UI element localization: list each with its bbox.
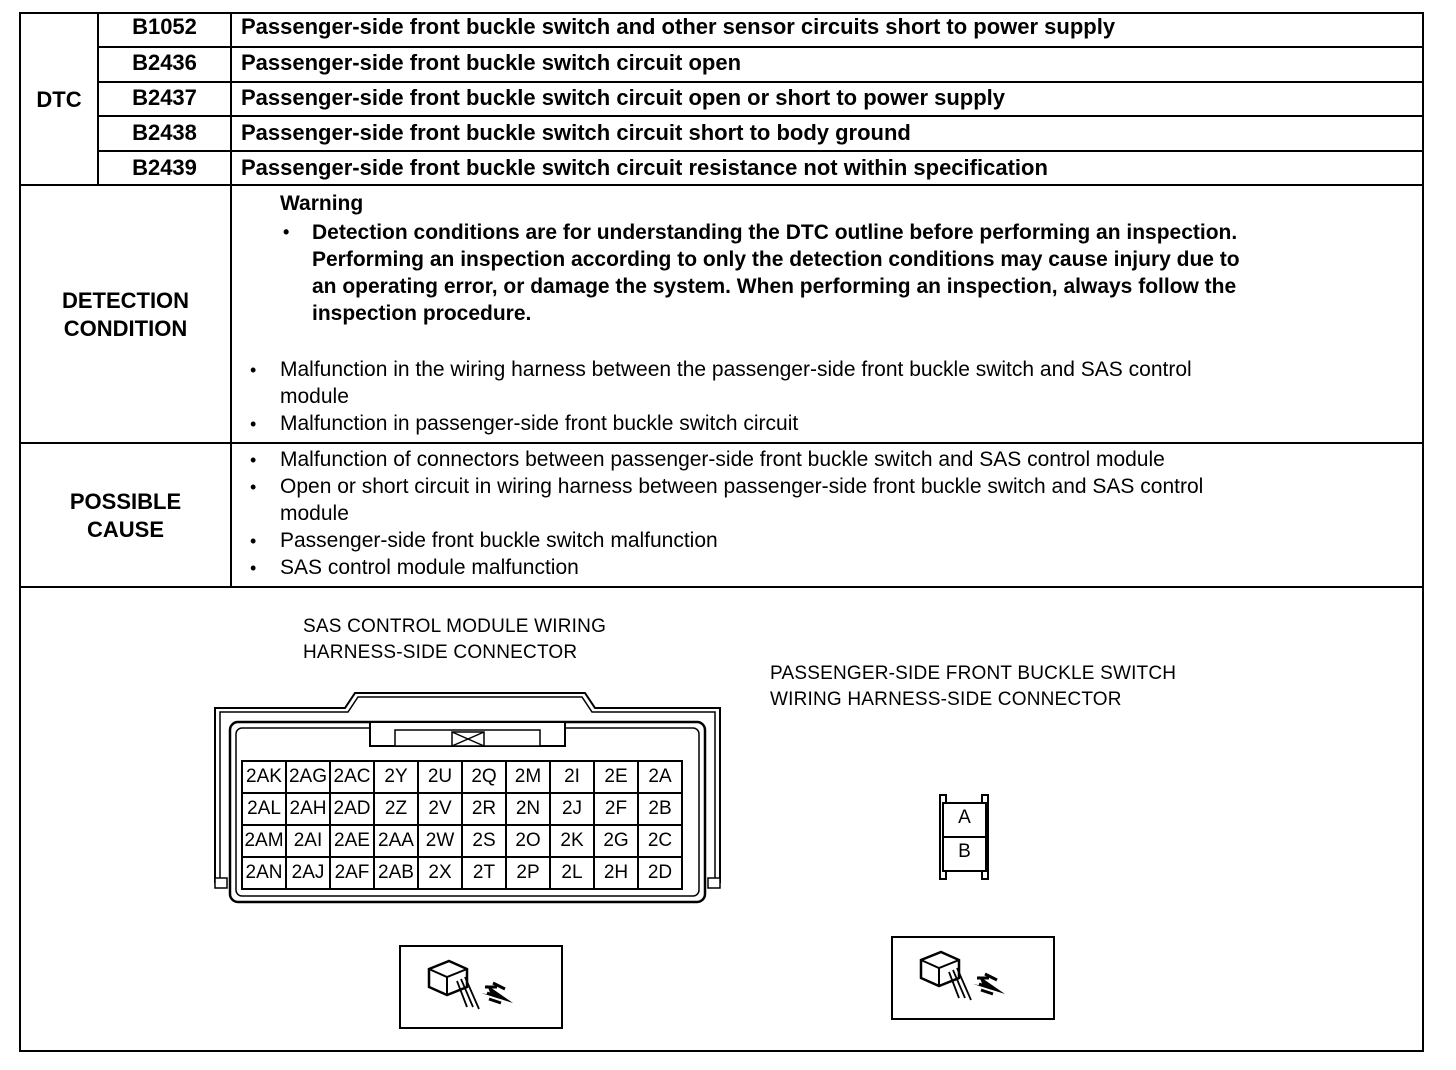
pin-cell: 2AN bbox=[242, 857, 286, 889]
dtc-code: B2436 bbox=[132, 50, 197, 75]
sas-connector-caption: SAS CONTROL MODULE WIRING HARNESS-SIDE CONNECTOR bbox=[303, 616, 607, 663]
bullet-icon: • bbox=[250, 414, 257, 434]
pin-cell: 2AH bbox=[286, 793, 330, 825]
sas-connector-pin-grid bbox=[241, 760, 683, 890]
dtc-code: B1052 bbox=[132, 14, 197, 39]
pin-cell: 2S bbox=[462, 825, 506, 857]
dtc-description: Passenger-side front buckle switch circuit open or short to power supply bbox=[241, 85, 1006, 110]
detection-item: Malfunction in passenger-side front buckle switch circuit bbox=[280, 412, 799, 435]
pin-cell: 2AE bbox=[330, 825, 374, 857]
pin-cell: 2V bbox=[418, 793, 462, 825]
pin-cell: 2AC bbox=[330, 761, 374, 793]
harness-side-view-icon bbox=[891, 936, 1055, 1020]
section-divider bbox=[19, 586, 1424, 588]
pin-cell: 2AD bbox=[330, 793, 374, 825]
pin-cell: 2AM bbox=[242, 825, 286, 857]
pin-cell: 2W bbox=[418, 825, 462, 857]
cause-item: Malfunction of connectors between passenger-side front buckle switch and SAS control module bbox=[280, 448, 1165, 471]
bullet-icon: • bbox=[283, 222, 290, 242]
section-divider bbox=[19, 442, 1424, 444]
dtc-label: DTC bbox=[36, 87, 82, 112]
pin-cell: 2T bbox=[462, 857, 506, 889]
buckle-connector-caption: PASSENGER-SIDE FRONT BUCKLE SWITCH WIRING HARNESS-SIDE CONNECTOR bbox=[770, 663, 1177, 710]
detection-item: Malfunction in the wiring harness between the passenger-side front buckle switch and SAS control module bbox=[280, 358, 1192, 408]
cause-item: Passenger-side front buckle switch malfunction bbox=[280, 529, 718, 552]
row-divider bbox=[97, 81, 1424, 83]
pin-cell: 2AJ bbox=[286, 857, 330, 889]
connector-arrow-icon bbox=[401, 947, 557, 1023]
pin-cell: 2B bbox=[638, 793, 682, 825]
pin-cell: 2F bbox=[594, 793, 638, 825]
pin-cell: 2AA bbox=[374, 825, 418, 857]
pin-cell: 2K bbox=[550, 825, 594, 857]
pin-cell: 2N bbox=[506, 793, 550, 825]
pin-cell: 2G bbox=[594, 825, 638, 857]
pin-cell: 2R bbox=[462, 793, 506, 825]
cause-item: SAS control module malfunction bbox=[280, 556, 579, 579]
row-divider bbox=[97, 150, 1424, 152]
pin-cell: 2Q bbox=[462, 761, 506, 793]
detection-condition-label: DETECTION CONDITION bbox=[61, 288, 190, 341]
possible-cause-label: POSSIBLE CAUSE bbox=[69, 489, 182, 542]
dtc-description: Passenger-side front buckle switch circuit short to body ground bbox=[241, 120, 911, 145]
label-column-divider bbox=[230, 12, 232, 588]
dtc-code: B2437 bbox=[132, 85, 197, 110]
pin-cell: 2I bbox=[550, 761, 594, 793]
pin-cell: 2Z bbox=[374, 793, 418, 825]
bullet-icon: • bbox=[250, 360, 257, 380]
pin-cell: 2J bbox=[550, 793, 594, 825]
pin-cell: 2AB bbox=[374, 857, 418, 889]
pin-cell: 2AI bbox=[286, 825, 330, 857]
bullet-icon: • bbox=[250, 477, 257, 497]
dtc-description: Passenger-side front buckle switch and other sensor circuits short to power supply bbox=[241, 14, 1116, 39]
pin-cell: 2H bbox=[594, 857, 638, 889]
pin-cell: 2U bbox=[418, 761, 462, 793]
row-divider bbox=[97, 46, 1424, 48]
section-divider bbox=[19, 184, 1424, 186]
pin-cell: 2AL bbox=[242, 793, 286, 825]
bullet-icon: • bbox=[250, 531, 257, 551]
harness-side-view-icon bbox=[399, 945, 563, 1029]
dtc-code: B2438 bbox=[132, 120, 197, 145]
pin-cell: 2C bbox=[638, 825, 682, 857]
warning-text: Detection conditions are for understanding the DTC outline before performing an inspection. Performing an inspection according to only the detection conditions may cause injury due to an operating error, or damage the system. When performing an inspection, always follow the inspection procedure. bbox=[312, 221, 1240, 325]
buckle-connector-housing bbox=[935, 792, 995, 884]
dtc-description: Passenger-side front buckle switch circuit open bbox=[241, 50, 742, 75]
pin-cell: 2E bbox=[594, 761, 638, 793]
dtc-description: Passenger-side front buckle switch circuit resistance not within specification bbox=[241, 155, 1048, 180]
pin-cell: B bbox=[958, 841, 971, 862]
pin-cell: A bbox=[958, 807, 971, 828]
pin-cell: 2P bbox=[506, 857, 550, 889]
pin-cell: 2A bbox=[638, 761, 682, 793]
pin-cell: 2AK bbox=[242, 761, 286, 793]
pin-cell: 2AF bbox=[330, 857, 374, 889]
pin-cell: 2L bbox=[550, 857, 594, 889]
pin-cell: 2D bbox=[638, 857, 682, 889]
pin-cell: 2AG bbox=[286, 761, 330, 793]
pin-cell: 2X bbox=[418, 857, 462, 889]
cause-item: Open or short circuit in wiring harness between passenger-side front buckle switch and SAS control module bbox=[280, 475, 1204, 525]
connector-arrow-icon bbox=[893, 938, 1049, 1014]
bullet-icon: • bbox=[250, 558, 257, 578]
row-divider bbox=[97, 115, 1424, 117]
bullet-icon: • bbox=[250, 450, 257, 470]
warning-title: Warning bbox=[280, 192, 364, 215]
pin-cell: 2O bbox=[506, 825, 550, 857]
pin-cell: 2M bbox=[506, 761, 550, 793]
dtc-code: B2439 bbox=[132, 155, 197, 180]
pin-cell: 2Y bbox=[374, 761, 418, 793]
